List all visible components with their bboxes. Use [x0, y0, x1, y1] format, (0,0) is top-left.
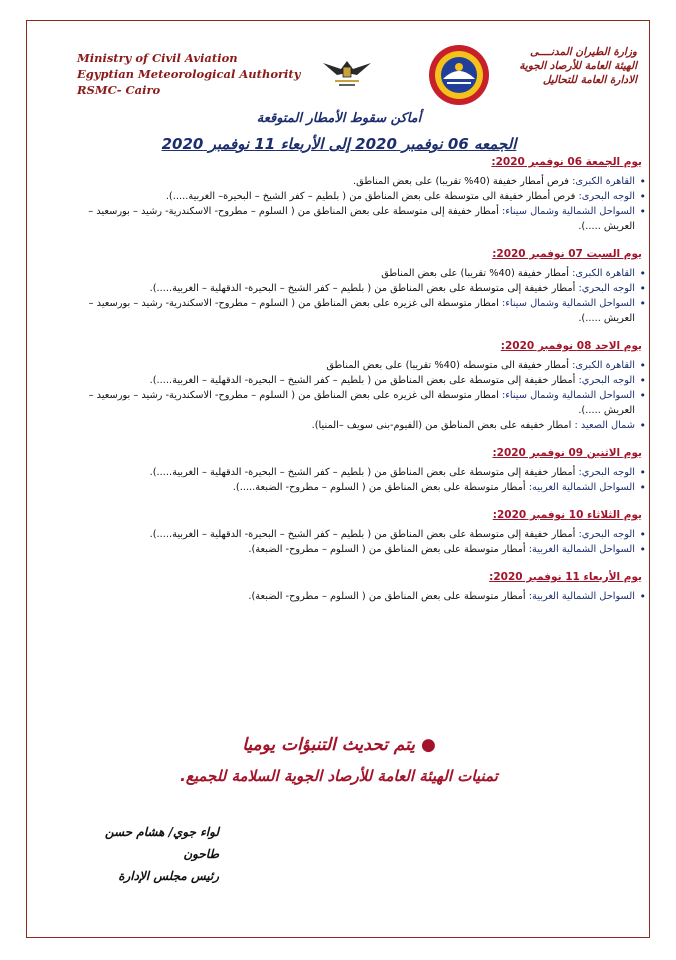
forecast-text: أمطار خفيفة (40% تقريبا) على بعض المناطق [381, 268, 573, 279]
forecast-text: أمطار متوسطة على بعض المناطق من ( السلوم – مطروح- الضبعة). [248, 591, 529, 602]
region-label: السواحل الشمالية الغربية: [528, 591, 635, 602]
forecast-text: أمطار خفيفة إلى متوسطة على بعض المناطق من ( بلطيم – كفر الشيخ – البحيرة- الدقهلية – الغربية.....). [149, 283, 579, 294]
bullet-icon: ● [420, 735, 436, 755]
forecast-item [71, 266, 646, 281]
ema-round-logo-icon [427, 43, 491, 107]
forecast-text: فرص أمطار خفيفة (40% تقريبا) على بعض المناطق. [353, 176, 573, 187]
day-section [71, 332, 646, 433]
forecast-item [71, 418, 646, 433]
region-label: شمال الصعيد : [574, 420, 635, 431]
header-arabic [519, 45, 637, 87]
day-heading: يوم الاثنين 09 نوفمبر 2020: [492, 447, 642, 459]
forecast-item [71, 358, 646, 373]
day-section [71, 148, 646, 234]
signature-name: لواء جوي/ هشام حسن طاحون [104, 825, 219, 861]
forecast-item [71, 542, 646, 557]
region-label: السواحل الشمالية الغربيه: [528, 482, 635, 493]
forecast-content [71, 148, 646, 610]
forecast-text: أمطار متوسطة على بعض المناطق من ( السلوم – مطروح- الضبعة.....). [232, 482, 529, 493]
region-label: الوجه البحري: [578, 467, 635, 478]
document-subtitle: الجمعه 06 نوفمبر 2020 إلى الأربعاء 11 نوفمبر 2020 [161, 135, 517, 153]
signature-role: رئيس مجلس الإدارة [118, 869, 219, 883]
forecast-text: امطار متوسطة الى غزيره على بعض المناطق من ( السلوم – مطروح- الاسكندرية- رشيد – بورسعيد – العريش .....). [88, 298, 635, 324]
region-label: الوجه البحري: [578, 529, 635, 540]
forecast-text: امطار خفيفه على بعض المناطق من (الفيوم-بنى سويف –المنيا). [311, 420, 575, 431]
forecast-item [71, 527, 646, 542]
forecast-item [71, 296, 646, 326]
forecast-item [71, 589, 646, 604]
region-label: السواحل الشمالية وشمال سيناء: [501, 206, 635, 217]
region-label: الوجه البحرى: [578, 191, 635, 202]
ministry-ar: وزارة الطيران المدنــــى [530, 46, 637, 58]
forecast-item [71, 373, 646, 388]
wishes-note: تمنيات الهيئة العامة للأرصاد الجوية السلامة للجميع. [180, 767, 498, 785]
forecast-text: فرص أمطار خفيفة الى متوسطة على بعض المناطق من ( بلطيم – كفر الشيخ – البحيرة– الغربية.....). [165, 191, 579, 202]
authority-ar: الهيئة العامة للأرصاد الجوية [519, 60, 637, 72]
day-heading: يوم الجمعة 06 نوفمبر 2020: [491, 156, 642, 168]
day-section [71, 240, 646, 326]
region-label: السواحل الشمالية وشمال سيناء: [501, 390, 635, 401]
update-note-text: يتم تحديث التنبؤات يوميا [242, 735, 415, 755]
region-label: السواحل الشمالية الغربية: [528, 544, 635, 555]
region-label: القاهرة الكبرى: [572, 176, 635, 187]
forecast-text: أمطار خفيفة إلى متوسطة على بعض المناطق من ( بلطيم – كفر الشيخ – البحيرة- الدقهلية – الغربية.....). [149, 467, 579, 478]
region-label: القاهرة الكبرى: [572, 268, 635, 279]
region-label: السواحل الشمالية وشمال سيناء: [501, 298, 635, 309]
forecast-item [71, 281, 646, 296]
day-section [71, 501, 646, 557]
signature-block [69, 821, 219, 887]
day-heading: يوم السبت 07 نوفمبر 2020: [492, 248, 642, 260]
region-label: القاهرة الكبرى: [572, 360, 635, 371]
region-label: الوجه البحري: [578, 375, 635, 386]
authority-en: Egyptian Meteorological Authority [77, 67, 301, 81]
forecast-text: امطار متوسطة الى غزيره على بعض المناطق من ( السلوم – مطروح- الاسكندرية- رشيد – بورسعيد – العريش .....). [88, 390, 635, 416]
day-section [71, 563, 646, 604]
day-section [71, 439, 646, 495]
header-english [77, 50, 300, 98]
forecast-item [71, 174, 646, 189]
document-title: أماكن سقوط الأمطار المتوقعة [256, 111, 422, 126]
day-heading: يوم الاحد 08 نوفمبر 2020: [500, 340, 642, 352]
forecast-text: أمطار خفيفة إلى متوسطة على بعض المناطق من ( بلطيم – كفر الشيخ – البحيرة- الدقهلية – الغربية.....). [149, 375, 579, 386]
forecast-text: أمطار خفيفة الى متوسطه (40% تقريبا) على بعض المناطق [326, 360, 573, 371]
directorate-ar: الادارة العامة للتحاليل [542, 74, 637, 86]
day-heading: يوم الأربعاء 11 نوفمبر 2020: [489, 571, 642, 583]
forecast-item [71, 388, 646, 418]
update-note [27, 735, 651, 755]
rsmc-en: RSMC- Cairo [77, 83, 161, 97]
forecast-item [71, 204, 646, 234]
region-label: الوجه البحري: [578, 283, 635, 294]
forecast-text: أمطار خفيفة إلى متوسطة على بعض المناطق من ( بلطيم – كفر الشيخ – البحيرة- الدقهلية – الغربية.....). [149, 529, 579, 540]
forecast-item [71, 465, 646, 480]
forecast-item [71, 189, 646, 204]
day-heading: يوم الثلاثاء 10 نوفمبر 2020: [492, 509, 642, 521]
forecast-text: أمطار متوسطة على بعض المناطق من ( السلوم – مطروح- الضبعة). [248, 544, 529, 555]
forecast-item [71, 480, 646, 495]
ministry-eagle-logo-icon [321, 55, 373, 89]
forecast-text: أمطار خفيفة إلى متوسطة على بعض المناطق من ( السلوم – مطروح- الاسكندرية- رشيد – بورسعيد – العريش .....). [88, 206, 635, 232]
ministry-en: Ministry of Civil Aviation [77, 51, 238, 65]
